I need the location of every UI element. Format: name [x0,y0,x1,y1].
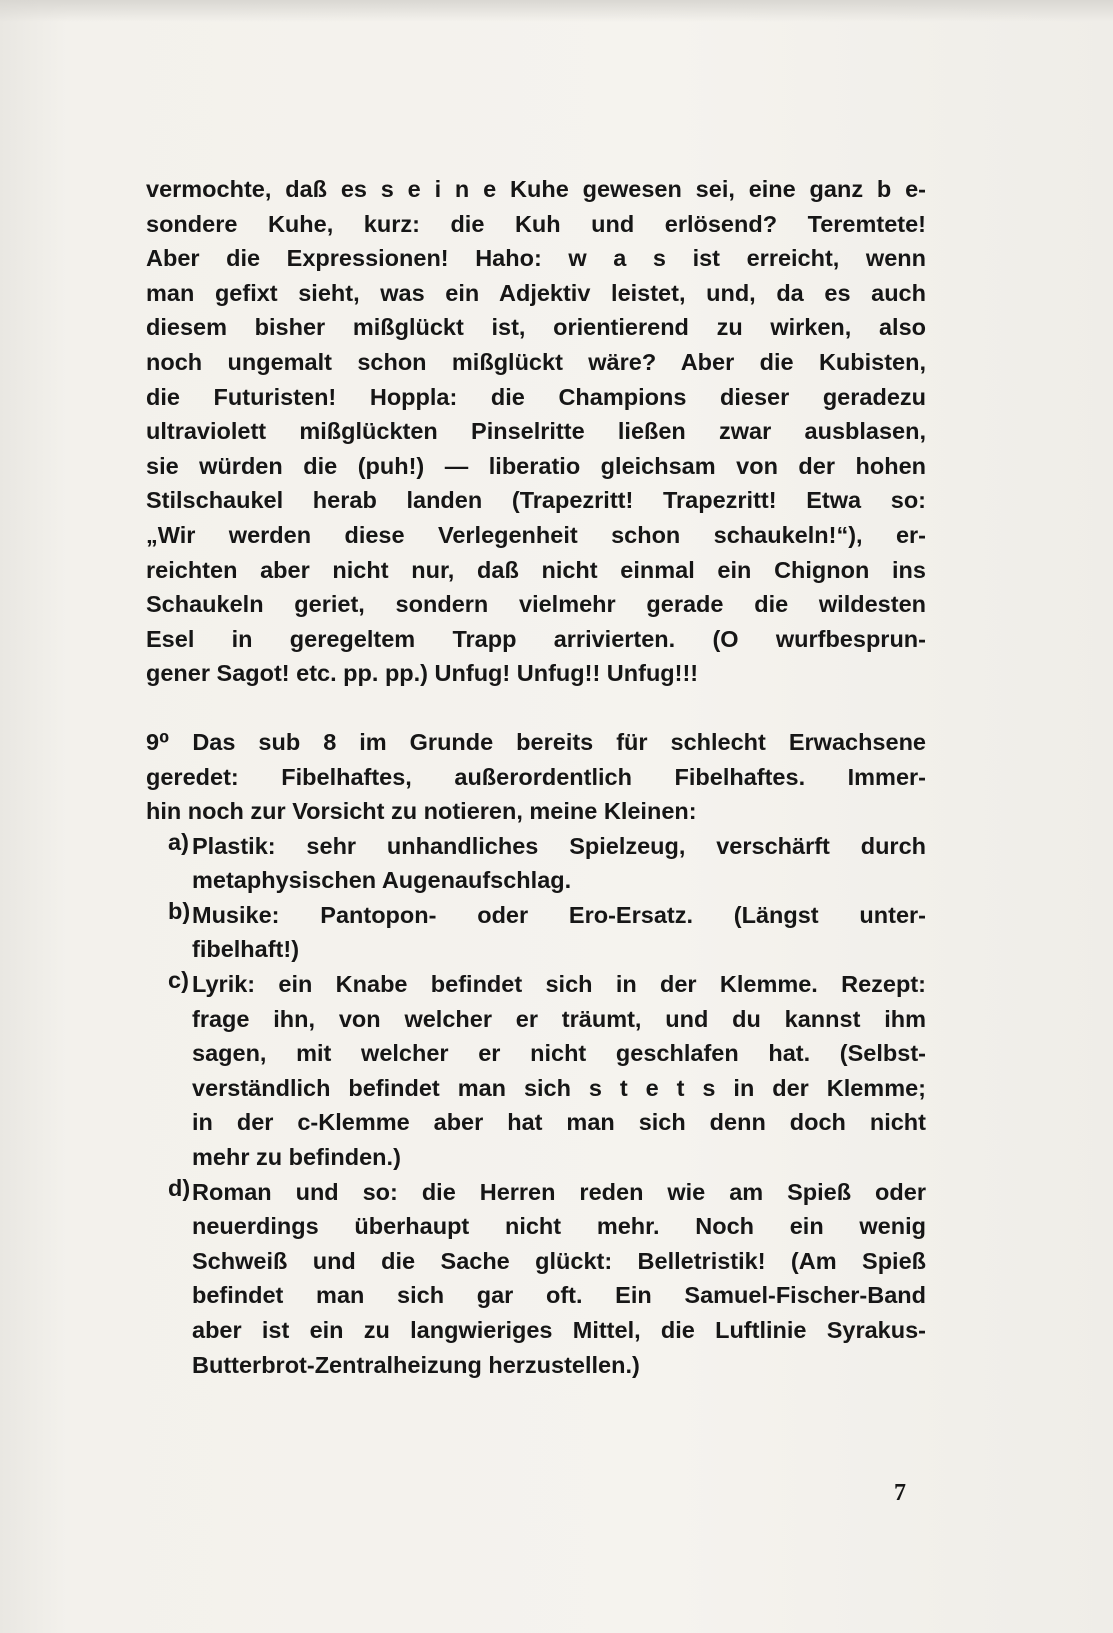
section-9-intro-line: geredet: Fibelhaftes, außerordentlich Fibelhaftes. Immer- [146,763,926,790]
paragraph-1 [146,172,926,691]
text-line: befindet man sich gar oft. Ein Samuel-Fischer-Band [192,1282,926,1309]
text-line: frage ihn, von welcher er träumt, und du kannst ihm [192,1005,926,1032]
page-body-text [146,172,926,1382]
text-line: fibelhaft!) [192,936,300,963]
section-9-intro-line: hin noch zur Vorsicht zu notieren, meine Kleinen: [146,798,697,825]
text-line: diesem bisher mißglückt ist, orientierend zu wirken, also [146,314,926,341]
text-line: sondere Kuhe, kurz: die Kuh und erlösend? Teremtete! [146,210,926,237]
text-line: „Wir werden diese Verlegenheit schon schaukeln!“), er- [146,521,926,548]
list-item-label: d) [168,1174,191,1201]
text-line: gener Sagot! etc. pp. pp.) Unfug! Unfug!! Unfug!!! [146,660,699,687]
list-item-b [146,898,926,967]
text-line: Schaukeln geriet, sondern vielmehr gerade die wildesten [146,591,926,618]
text-line: reichten aber nicht nur, daß nicht einmal ein Chignon ins [146,556,926,583]
text-line: Butterbrot-Zentralheizung herzustellen.) [192,1351,640,1378]
section-9 [146,725,926,1382]
page-top-shadow [0,0,1113,22]
text-line: Stilschaukel herab landen (Trapezritt! Trapezritt! Etwa so: [146,487,926,514]
text-line: Roman und so: die Herren reden wie am Spieß oder [192,1178,926,1205]
list-item-a [146,829,926,898]
text-line: Esel in geregeltem Trapp arrivierten. (O wurfbesprun- [146,625,926,652]
text-line: Lyrik: ein Knabe befindet sich in der Klemme. Rezept: [192,971,926,998]
text-line: Plastik: sehr unhandliches Spielzeug, verschärft durch [192,832,926,859]
text-line: metaphysischen Augenaufschlag. [192,867,572,894]
list-item-label: a) [168,828,189,855]
text-line: vermochte, daß es s e i n e Kuhe gewesen sei, eine ganz b e- [146,176,926,202]
paragraph-gap [146,691,926,725]
text-line: neuerdings überhaupt nicht mehr. Noch ein wenig [192,1213,926,1240]
list-item-label: b) [168,897,191,924]
text-line: mehr zu befinden.) [192,1144,401,1171]
list-item-label: c) [168,967,189,994]
text-line: ultraviolett mißglückten Pinselritte ließen zwar ausblasen, [146,418,926,445]
section-9-intro-line: 9⁰ Das sub 8 im Grunde bereits für schlecht Erwachsene [146,728,926,755]
text-line: Aber die Expressionen! Haho: w a s ist erreicht, wenn [146,245,926,272]
text-line: man gefixt sieht, was ein Adjektiv leistet, und, da es auch [146,279,926,306]
text-line: sie würden die (puh!) — liberatio gleichsam von der hohen [146,452,926,479]
list-item-c [146,967,926,1175]
list-item-d [146,1175,926,1383]
text-line: noch ungemalt schon mißglückt wäre? Aber die Kubisten, [146,348,926,375]
text-line: Musike: Pantopon- oder Ero-Ersatz. (Längst unter- [192,901,926,928]
text-line: in der c-Klemme aber hat man sich denn doch nicht [192,1109,926,1136]
text-line: die Futuristen! Hoppla: die Champions dieser geradezu [146,383,926,410]
text-line: sagen, mit welcher er nicht geschlafen hat. (Selbst- [192,1040,926,1067]
text-line: aber ist ein zu langwieriges Mittel, die Luftlinie Syrakus- [192,1317,926,1343]
text-line: verständlich befindet man sich s t e t s in der Klemme; [192,1074,926,1101]
text-line: Schweiß und die Sache glückt: Belletristik! (Am Spieß [192,1247,926,1274]
page-number: 7 [894,1480,906,1506]
